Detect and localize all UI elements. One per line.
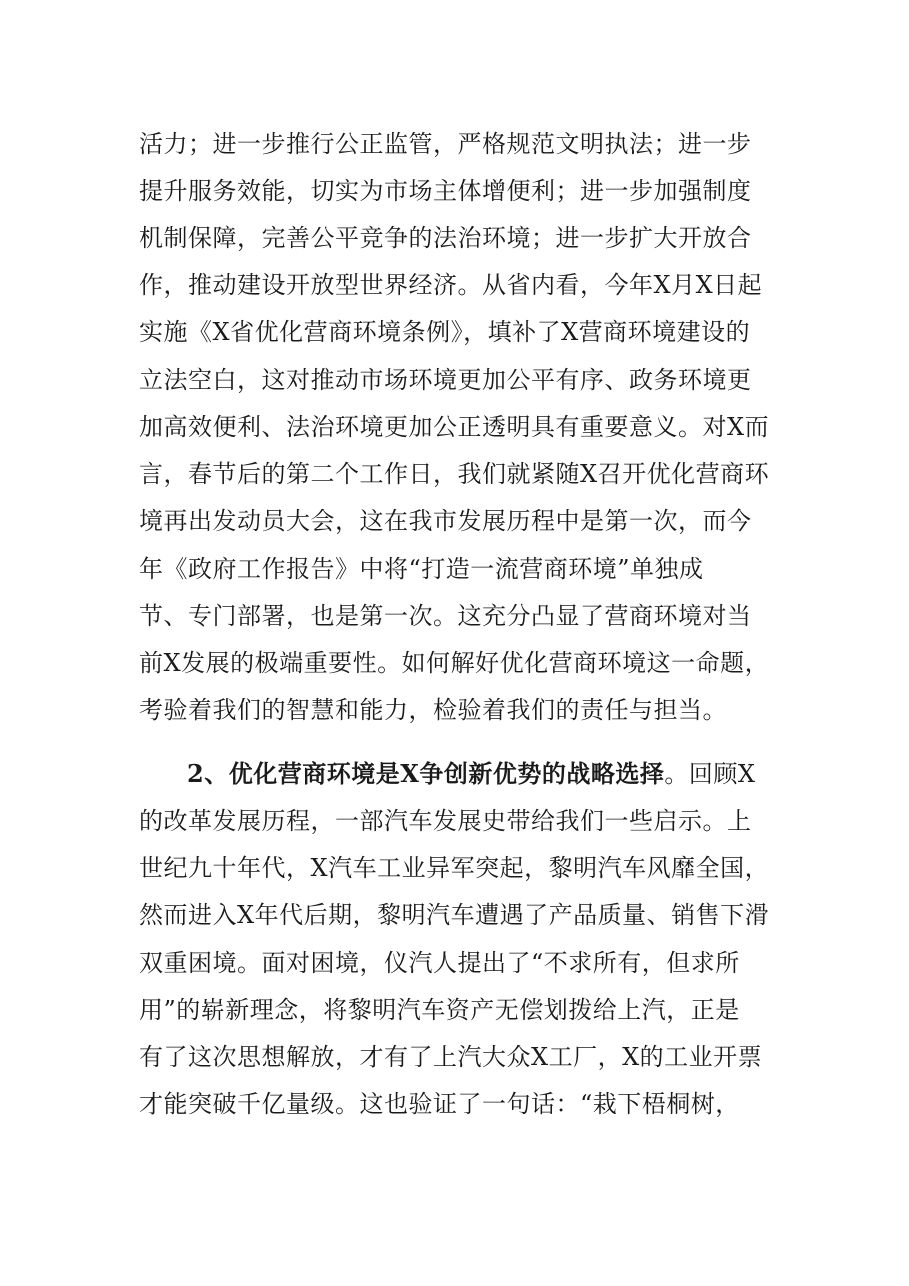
paragraph-1-line-11: 节、专门部署，也是第一次。这充分凸显了营商环境对当	[139, 602, 752, 630]
paragraph-1-line-1: 活力；进一步推行公正监管，严格规范文明执法；进一步	[139, 130, 752, 158]
paragraph-2-line-1-rest: 。回顾X	[664, 760, 756, 788]
paragraph-1-line-10: 年《政府工作报告》中将“打造一流营商环境”单独成	[139, 555, 704, 583]
paragraph-1-line-5: 实施《X省优化营商环境条例》，填补了X营商环境建设的	[139, 318, 751, 346]
paragraph-2-line-1	[187, 758, 755, 790]
paragraph-1-line-13: 考验着我们的智慧和能力，检验着我们的责任与担当。	[139, 696, 727, 724]
paragraph-2-line-6: 用”的崭新理念，将黎明汽车资产无偿划拨给上汽，正是	[139, 996, 740, 1024]
paragraph-1-line-3: 机制保障，完善公平竞争的法治环境；进一步扩大开放合	[139, 224, 752, 252]
section-heading: 2、优化营商环境是X争创新优势的战略选择	[187, 759, 665, 788]
paragraph-2-line-3: 世纪九十年代，X汽车工业异军突起，黎明汽车风靡全国，	[139, 854, 770, 882]
paragraph-1-line-12: 前X发展的极端重要性。如何解好优化营商环境这一命题，	[139, 649, 770, 677]
paragraph-2-line-5: 双重困境。面对困境，仪汽人提出了“不求所有，但求所	[139, 949, 740, 977]
paragraph-2-line-7: 有了这次思想解放，才有了上汽大众X工厂，X的工业开票	[139, 1043, 763, 1071]
paragraph-1-line-8: 言，春节后的第二个工作日，我们就紧随X召开优化营商环	[139, 460, 770, 488]
paragraph-1-line-6: 立法空白，这对推动市场环境更加公平有序、政务环境更	[139, 366, 752, 394]
paragraph-2-line-4: 然而进入X年代后期，黎明汽车遭遇了产品质量、销售下滑	[139, 901, 770, 929]
paragraph-1-line-7: 加高效便利、法治环境更加公正透明具有重要意义。对X而	[139, 413, 770, 441]
paragraph-2-line-2: 的改革发展历程，一部汽车发展史带给我们一些启示。上	[139, 807, 752, 835]
paragraph-2-line-8: 才能突破千亿量级。这也验证了一句话：“栽下梧桐树，	[139, 1090, 740, 1118]
paragraph-1-line-4: 作，推动建设开放型世界经济。从省内看，今年X月X日起	[139, 271, 763, 299]
paragraph-1-line-9: 境再出发动员大会，这在我市发展历程中是第一次，而今	[139, 507, 752, 535]
paragraph-1-line-2: 提升服务效能，切实为市场主体增便利；进一步加强制度	[139, 177, 752, 205]
